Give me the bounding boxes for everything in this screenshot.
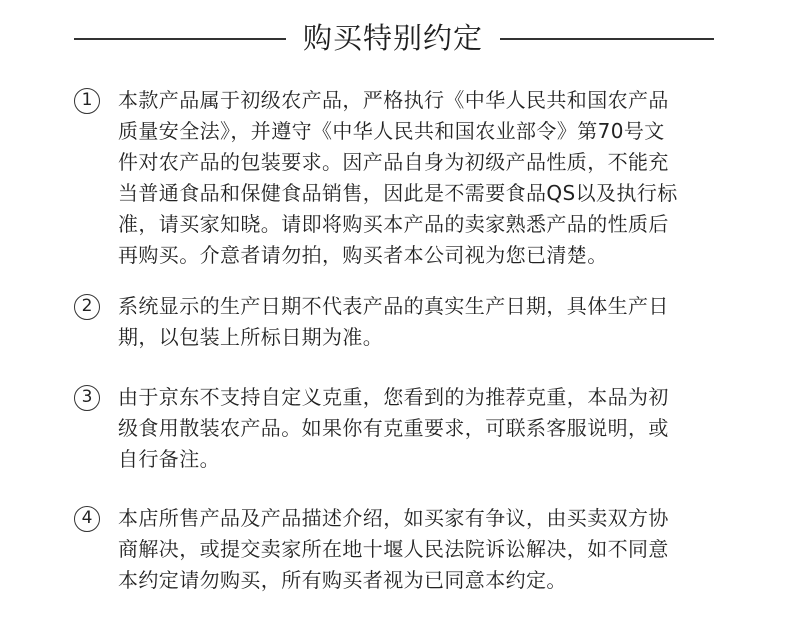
clause-line: 级食用散装农产品。如果你有克重要求，可联系客服说明，或 [118, 416, 669, 440]
clause-line: 本款产品属于初级农产品，严格执行《中华人民共和国农产品 [118, 88, 669, 112]
header-divider-left [74, 38, 286, 40]
clause-text [118, 85, 718, 271]
clause-line: 本约定请勿购买，所有购买者视为已同意本约定。 [118, 568, 567, 592]
clause-text [118, 382, 718, 475]
clause-line: 准，请买家知晓。请即将购买本产品的卖家熟悉产品的性质后 [118, 212, 669, 236]
clause-line: 自行备注。 [118, 447, 220, 471]
clause-line: 件对农产品的包装要求。因产品自身为初级产品性质，不能充 [118, 150, 669, 174]
clause-line: 质量安全法》，并遵守《中华人民共和国农业部令》第70号文 [118, 119, 665, 143]
clause-line: 本店所售产品及产品描述介绍，如买家有争议，由买卖双方协 [118, 506, 669, 530]
clause-line: 系统显示的生产日期不代表产品的真实生产日期，具体生产日 [118, 294, 669, 318]
clause-line: 当普通食品和保健食品销售，因此是不需要食品QS以及执行标 [118, 181, 678, 205]
clause-number-badge: 3 [74, 385, 100, 411]
page-title: 购买特别约定 [302, 21, 483, 55]
clause-line: 商解决，或提交卖家所在地十堰人民法院诉讼解决，如不同意 [118, 537, 669, 561]
clause-number-badge: 4 [74, 506, 100, 532]
clause-text [118, 503, 718, 596]
clause-text [118, 291, 718, 353]
section-header [0, 14, 790, 62]
clause-line: 由于京东不支持自定义克重，您看到的为推荐克重，本品为初 [118, 385, 669, 409]
header-divider-right [500, 38, 714, 40]
clause-line: 期，以包装上所标日期为准。 [118, 325, 384, 349]
clause-number-badge: 1 [74, 88, 100, 114]
clause-line: 再购买。介意者请勿拍，购买者本公司视为您已清楚。 [118, 243, 608, 267]
clause-number-badge: 2 [74, 294, 100, 320]
